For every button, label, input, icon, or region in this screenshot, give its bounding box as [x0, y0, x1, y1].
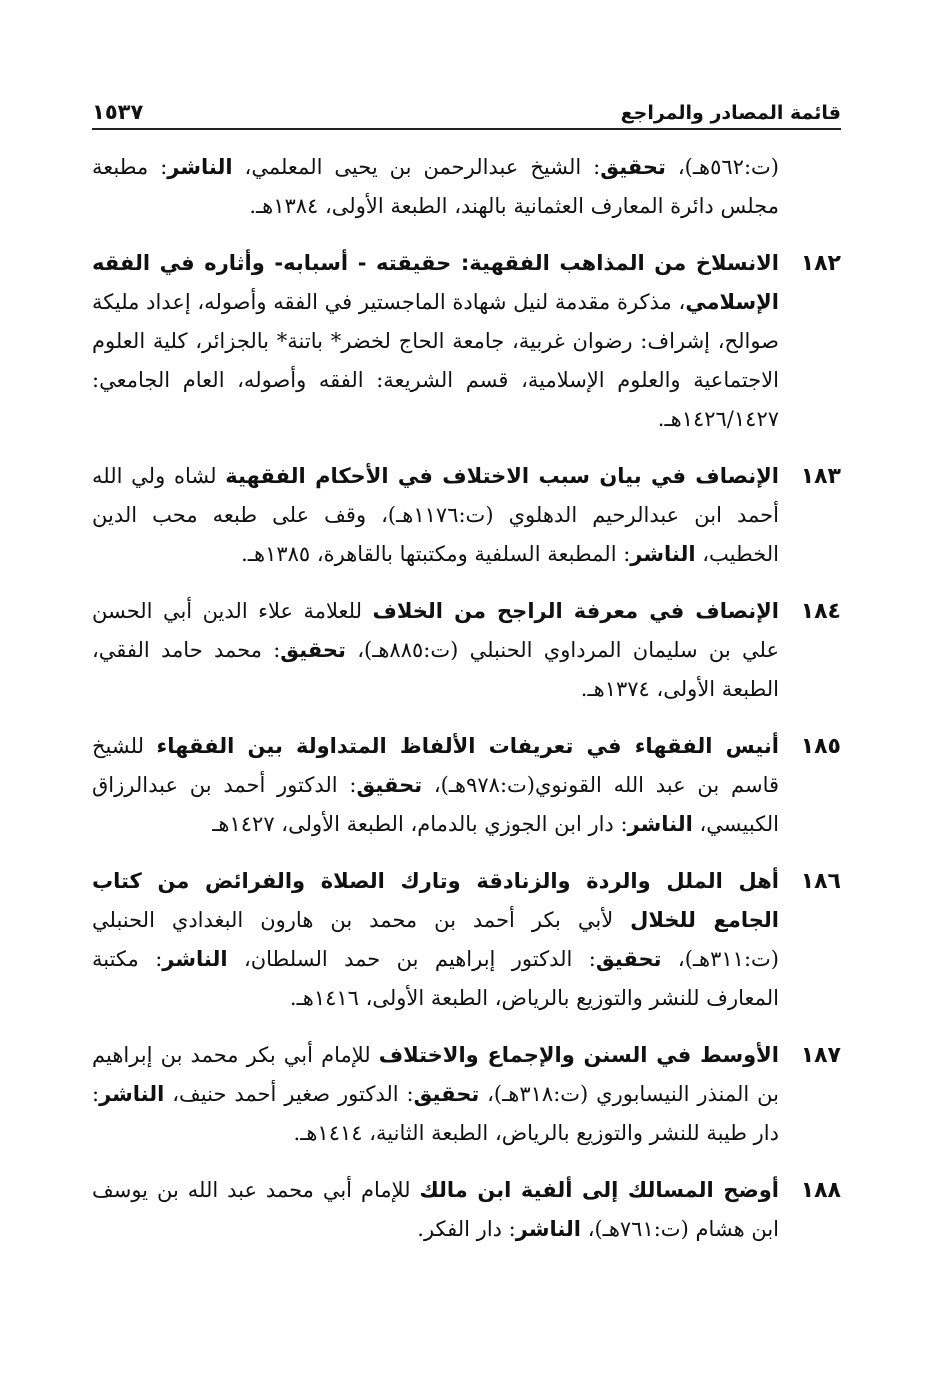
bibliography-entry: [92, 1171, 841, 1249]
entry-text-segment: : الشيخ عبدالرحمن بن يحيى المعلمي،: [232, 155, 601, 179]
entry-text-segment: : دار طيبة للنشر والتوزيع بالرياض، الطبعة الثانية، ١٤١٤هـ.: [92, 1082, 779, 1145]
entry-number: ١٨٢: [800, 251, 841, 276]
entry-text: [92, 1036, 779, 1153]
entry-bold-segment: تحقيق: [595, 947, 662, 971]
bibliography-list: [92, 148, 841, 1267]
entry-text: [92, 457, 779, 574]
bibliography-entry: [92, 592, 841, 709]
running-title: قائمة المصادر والمراجع: [620, 102, 841, 124]
entry-bold-segment: الإنصاف في بيان سبب الاختلاف في الأحكام الفقهية: [225, 464, 779, 488]
entry-text: [92, 244, 779, 439]
bibliography-entry: [92, 148, 841, 226]
entry-text: [92, 148, 779, 226]
entry-number: ١٨٤: [800, 599, 841, 624]
entry-number: ١٨٥: [800, 734, 841, 759]
entry-bold-segment: تحقيق: [280, 638, 346, 662]
entry-number: ١٨٣: [800, 464, 841, 489]
entry-text-segment: : دار الفكر.: [417, 1217, 516, 1241]
entry-bold-segment: الناشر: [99, 1082, 165, 1106]
entry-text-segment: ، مذكرة مقدمة لنيل شهادة الماجستير في الفقه وأصوله، إعداد مليكة صوالح، إشراف: رضوان غربية، جامعة الحاج لخضر* باتنة* بالجزائر، كلية العلوم الاجتماعية والعلوم الإسلامية، قسم الشريعة: الفقه وأصوله، العام الجامعي: ١٤٢٦/١٤٢٧هـ.: [92, 290, 779, 431]
entry-bold-segment: أنيس الفقهاء في تعريفات الألفاظ المتداولة بين الفقهاء: [156, 734, 779, 758]
page-number: ١٥٣٧: [92, 100, 144, 124]
entry-bold-segment: الانسلاخ من المذاهب الفقهية: حقيقته - أسبابه- وأثاره في الفقه الإسلامي: [92, 251, 779, 314]
entry-text: [92, 727, 779, 844]
entry-text-segment: للإمام أبي محمد عبد الله بن يوسف ابن هشام (ت:٧٦١هـ)،: [92, 1178, 779, 1241]
entry-bold-segment: الناشر: [162, 947, 228, 971]
entry-bold-segment: تحقيق: [413, 1082, 480, 1106]
entry-text-segment: : محمد حامد الفقي، الطبعة الأولى، ١٣٧٤هـ.: [92, 638, 779, 701]
entry-bold-segment: الناشر: [515, 1217, 582, 1241]
entry-text-segment: للإمام أبي بكر محمد بن إبراهيم بن المنذر النيسابوري (ت:٣١٨هـ)،: [92, 1043, 779, 1106]
entry-text-segment: : الدكتور أحمد بن عبدالرزاق الكبيسي،: [92, 773, 779, 836]
entry-bold-segment: الإنصاف في معرفة الراجح من الخلاف: [372, 599, 779, 623]
entry-bold-segment: أهل الملل والردة والزنادقة وتارك الصلاة والفرائض من كتاب الجامع للخلال: [92, 869, 779, 932]
bibliography-entry: [92, 727, 841, 844]
entry-text: [92, 862, 779, 1018]
entry-bold-segment: الناشر: [630, 542, 696, 566]
entry-number: ١٨٧: [800, 1043, 841, 1068]
bibliography-entry: [92, 862, 841, 1018]
entry-text-segment: للعلامة علاء الدين أبي الحسن علي بن سليمان المرداوي الحنبلي (ت:٨٨٥هـ)،: [92, 599, 780, 662]
entry-text-segment: : مطبعة مجلس دائرة المعارف العثمانية بالهند، الطبعة الأولى، ١٣٨٤هـ.: [92, 155, 779, 218]
entry-bold-segment: أوضح المسالك إلى ألفية ابن مالك: [419, 1178, 779, 1202]
entry-text-segment: : الدكتور صغير أحمد حنيف،: [164, 1082, 414, 1106]
entry-number: ١٨٨: [800, 1178, 841, 1203]
entry-text-segment: : مكتبة المعارف للنشر والتوزيع بالرياض، الطبعة الأولى، ١٤١٦هـ.: [92, 947, 779, 1010]
entry-text-segment: (ت:٥٦٢هـ)،: [665, 155, 779, 179]
entry-text-segment: للشيخ قاسم بن عبد الله القونوي(ت:٩٧٨هـ)،: [92, 734, 780, 797]
entry-bold-segment: الناشر: [627, 812, 693, 836]
entry-text-segment: لأبي بكر أحمد بن محمد بن هارون البغدادي الحنبلي (ت:٣١١هـ)،: [92, 908, 779, 971]
bibliography-entry: [92, 244, 841, 439]
entry-bold-segment: الناشر: [167, 155, 233, 179]
entry-text: [92, 1171, 779, 1249]
entry-text-segment: : المطبعة السلفية ومكتبتها بالقاهرة، ١٣٨٥هـ.: [241, 542, 631, 566]
entry-text-segment: لشاه ولي الله أحمد ابن عبدالرحيم الدهلوي (ت:١١٧٦هـ)، وقف على طبعه محب الدين الخطيب،: [92, 464, 779, 566]
bibliography-entry: [92, 457, 841, 574]
bibliography-entry: [92, 1036, 841, 1153]
entry-text-segment: : دار ابن الجوزي بالدمام، الطبعة الأولى، ١٤٢٧هـ: [212, 812, 628, 836]
entry-bold-segment: الأوسط في السنن والإجماع والاختلاف: [378, 1043, 779, 1067]
page-header: [92, 92, 841, 130]
entry-text: [92, 592, 779, 709]
entry-bold-segment: تحقيق: [356, 773, 423, 797]
entry-text-segment: : الدكتور إبراهيم بن حمد السلطان،: [227, 947, 596, 971]
entry-bold-segment: تحقيق: [600, 155, 666, 179]
entry-number: ١٨٦: [800, 869, 841, 894]
